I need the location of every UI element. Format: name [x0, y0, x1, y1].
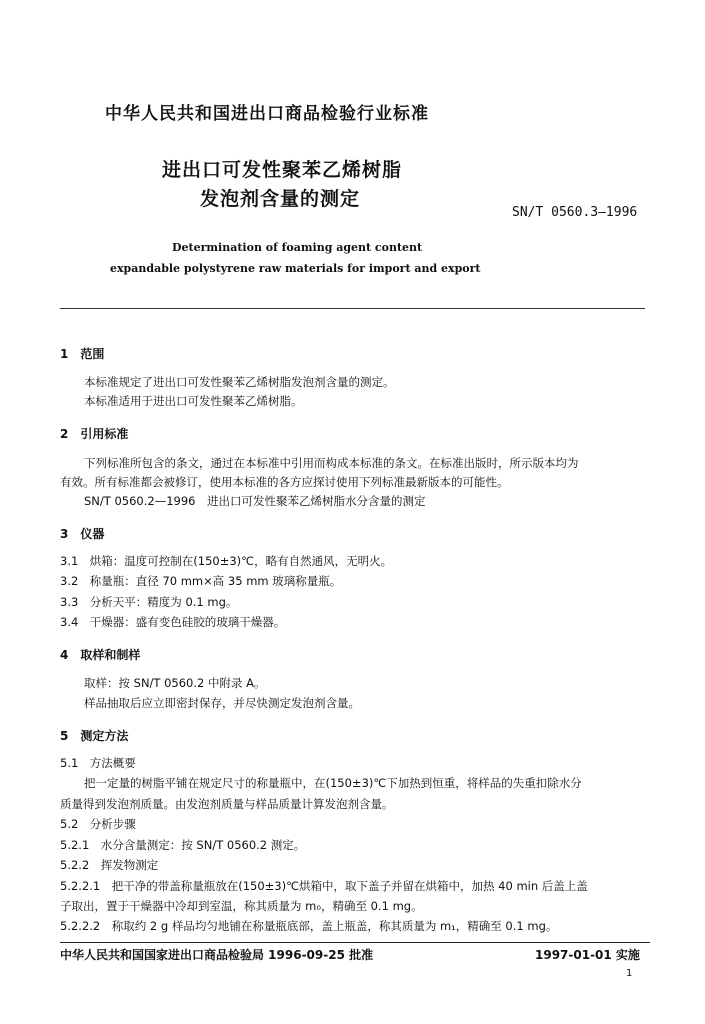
section-4-heading: 4 取样和制样 — [60, 648, 141, 662]
doc-title-line1: 进出口可发性聚苯乙烯树脂 — [162, 159, 403, 181]
footer-divider — [60, 942, 650, 943]
subsection-5-1-para-line1: 把一定量的树脂平铺在规定尺寸的称量瓶中，在(150±3)℃下加热到恒重，将样品的失重扣除水分 — [84, 776, 582, 790]
section-4-para-1: 取样：按 SN/T 0560.2 中附录 A。 — [84, 676, 266, 690]
instrument-3-1: 3.1 烘箱：温度可控制在(150±3)℃，略有自然通风，无明火。 — [60, 554, 393, 568]
section-3-heading: 3 仪器 — [60, 527, 105, 541]
org-title: 中华人民共和国进出口商品检验行业标准 — [105, 104, 429, 124]
section-2-para-line2: 有效。所有标准都会被修订，使用本标准的各方应探讨使用下列标准最新版本的可能性。 — [60, 475, 509, 489]
subsection-5-1-para-line2: 质量得到发泡剂质量。由发泡剂质量与样品质量计算发泡剂含量。 — [60, 797, 394, 811]
section-1-heading: 1 范围 — [60, 347, 105, 361]
section-2-heading: 2 引用标准 — [60, 427, 129, 441]
instrument-3-2: 3.2 称量瓶：直径 70 mm×高 35 mm 玻璃称量瓶。 — [60, 574, 342, 588]
subsection-5-2: 5.2 分析步骤 — [60, 817, 136, 831]
section-1-para-2: 本标准适用于进出口可发性聚苯乙烯树脂。 — [84, 394, 303, 408]
effective-date: 1997-01-01 实施 — [535, 948, 640, 962]
subsection-5-2-1: 5.2.1 水分含量测定：按 SN/T 0560.2 测定。 — [60, 838, 306, 852]
subsection-5-2-2: 5.2.2 挥发物测定 — [60, 858, 159, 872]
page-number: 1 — [626, 968, 633, 979]
section-2-para-line1: 下列标准所包含的条文，通过在本标准中引用而构成本标准的条文。在标准出版时，所示版本均为 — [84, 456, 579, 470]
title-divider — [60, 308, 645, 309]
instrument-3-4: 3.4 干燥器：盛有变色硅胶的玻璃干燥器。 — [60, 615, 286, 629]
subsection-5-1: 5.1 方法概要 — [60, 756, 136, 770]
subsection-5-2-2-2: 5.2.2.2 称取约 2 g 样品均匀地铺在称量瓶底部，盖上瓶盖，称其质量为 m₁，精确至 0.1 mg。 — [60, 919, 558, 933]
section-2-reference: SN/T 0560.2—1996 进出口可发性聚苯乙烯树脂水分含量的测定 — [84, 494, 426, 508]
approval-line: 中华人民共和国国家进出口商品检验局 1996-09-25 批准 — [60, 948, 374, 962]
standard-code: SN/T 0560.3—1996 — [512, 205, 638, 220]
section-4-para-2: 样品抽取后应立即密封保存，并尽快测定发泡剂含量。 — [84, 696, 360, 710]
section-1-para-1: 本标准规定了进出口可发性聚苯乙烯树脂发泡剂含量的测定。 — [84, 375, 395, 389]
english-title-line2: expandable polystyrene raw materials for import and export — [110, 262, 481, 275]
instrument-3-3: 3.3 分析天平：精度为 0.1 mg。 — [60, 595, 238, 609]
subsection-5-2-2-1-line2: 子取出，置于干燥器中冷却到室温，称其质量为 m₀，精确至 0.1 mg。 — [60, 899, 423, 913]
subsection-5-2-2-1-line1: 5.2.2.1 把干净的带盖称量瓶放在(150±3)℃烘箱中，取下盖子并留在烘箱中，加热 40 min 后盖上盖 — [60, 879, 588, 893]
section-5-heading: 5 测定方法 — [60, 729, 129, 743]
doc-title-line2: 发泡剂含量的测定 — [200, 188, 361, 210]
english-title-line1: Determination of foaming agent content — [172, 241, 423, 254]
